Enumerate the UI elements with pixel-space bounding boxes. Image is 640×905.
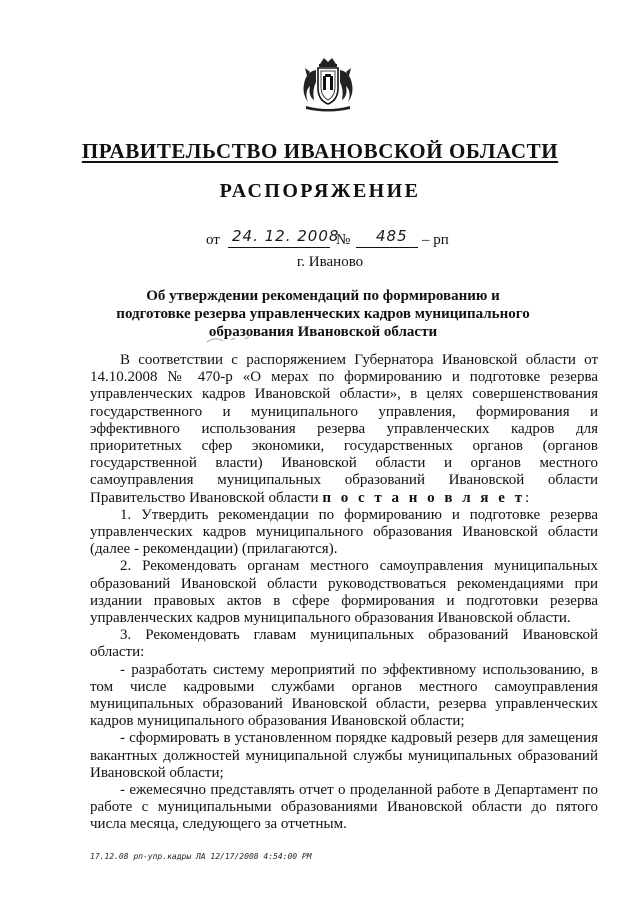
registration-line	[196, 227, 526, 252]
handwritten-date: 24. 12. 2008	[232, 227, 340, 245]
decree-colon: :	[525, 489, 530, 506]
handwritten-number: 485	[376, 227, 408, 245]
preamble-paragraph	[90, 352, 598, 507]
number-label: №	[336, 232, 351, 248]
document-body	[90, 352, 598, 834]
coat-of-arms-icon	[296, 56, 360, 112]
pen-mark-icon	[205, 332, 265, 346]
preamble-text: В соответствии с распоряжением Губернатора Ивановской области от 14.10.2008 № 470-р «О мерах по формированию и подготовке резерва управленческих кадров Ивановской области», в целях совершенствования государственного и муниципального управления, формирования и эффективного использования резерва управленческих кадров для приоритетных сфер экономики, государственных органов (органов государственной власти) Ивановской области и органов местного самоуправления муниципальных образований Ивановской области Правительство Ивановской области	[90, 352, 598, 506]
number-underline	[356, 247, 418, 248]
item-3c: - ежемесячно представлять отчет о проделанной работе в Департамент по работе с муниципальными образованиями Ивановской области до пятого числа месяца, следующего за отчетным.	[90, 782, 598, 833]
file-footer: 17.12.08 рп-упр.кадры ЛА 12/17/2008 4:54:00 PM	[90, 852, 312, 861]
date-underline	[228, 247, 330, 248]
organization-name: ПРАВИТЕЛЬСТВО ИВАНОВСКОЙ ОБЛАСТИ	[81, 139, 559, 163]
document-title: Об утверждении рекомендаций по формированию и подготовке резерва управленческих кадров муниципального образования Ивановской области	[116, 288, 530, 340]
decree-word: п о с т а н о в л я е т	[322, 489, 526, 506]
city: г. Иваново	[296, 254, 364, 270]
item-3: 3. Рекомендовать главам муниципальных образований Ивановской области:	[90, 627, 598, 661]
document-type: РАСПОРЯЖЕНИЕ	[219, 180, 421, 202]
item-3a: - разработать систему мероприятий по эффективному использованию, в том числе кадровыми службами органов местного самоуправления муниципальных образований Ивановской области, резерва управленческих кадров муниципального образования Ивановской области;	[90, 661, 598, 730]
document-suffix: – рп	[422, 232, 449, 248]
item-3b: - сформировать в установленном порядке кадровый резерв для замещения вакантных должностей муниципальной службы муниципальных образований Ивановской области;	[90, 730, 598, 781]
item-1: 1. Утвердить рекомендации по формированию и подготовке резерва управленческих кадров муниципального образования Ивановской области (далее - рекомендации) (прилагаются).	[90, 506, 598, 558]
from-label: от	[206, 232, 220, 248]
item-2: 2. Рекомендовать органам местного самоуправления муниципальных образований Ивановской области руководствоваться рекомендациями при издании правовых актов в сфере формирования и подготовки резерва управленческих кадров муниципального образования Ивановской области.	[90, 558, 598, 627]
